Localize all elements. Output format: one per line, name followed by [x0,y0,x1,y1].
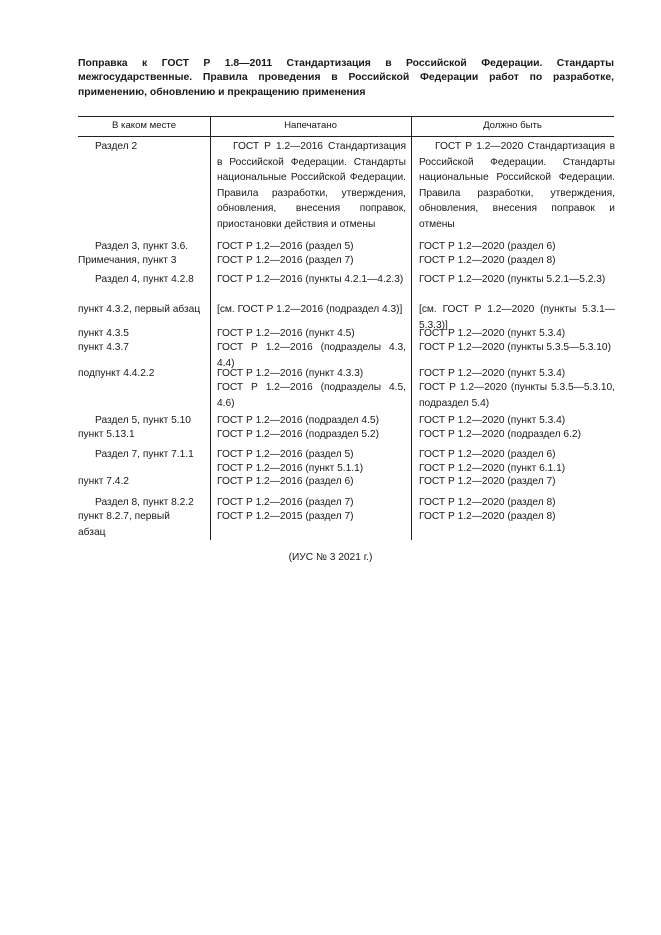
table-cell-place: пункт 4.3.7 [78,342,129,353]
table-cell-place: подпункт 4.4.2.2 [78,368,155,379]
table-cell-place: Раздел 4, пункт 4.2.8 [95,274,194,285]
table-cell-printed: [см. ГОСТ Р 1.2—2016 (подраздел 4.3)] [217,304,403,315]
table-cell-should-be: [см. ГОСТ Р 1.2—2020 (пункты 5.3.1—5.3.3)] [419,304,615,331]
table-cell-place: пункт 7.4.2 [78,476,129,487]
table-cell-should-be: ГОСТ Р 1.2—2020 (подраздел 6.2) [419,429,581,440]
table-cell-place: Раздел 5, пункт 5.10 [95,415,191,426]
table-cell-should-be: ГОСТ Р 1.2—2020 (раздел 8) [419,511,556,522]
table-cell-should-be: ГОСТ Р 1.2—2020 (пункт 5.3.4) [419,328,566,339]
table-cell-should-be: ГОСТ Р 1.2—2020 (пункты 5.2.1—5.2.3) [419,274,606,285]
table-cell-should-be: ГОСТ Р 1.2—2020 (пункт 6.1.1) [419,463,566,474]
table-cell-printed: ГОСТ Р 1.2—2016 (подразделы 4.5, 4.6) [217,382,406,409]
table-cell-should-be: ГОСТ Р 1.2—2020 Стандартизация в Российской Федерации. Стандарты национальные Российской Федерации. Правила разработки, утверждения, обновления, внесения поправок и отмены [419,141,615,230]
table-cell-should-be: ГОСТ Р 1.2—2020 (раздел 6) [419,449,556,460]
table-cell-place: Раздел 8, пункт 8.2.2 [95,497,194,508]
table-cell-printed: ГОСТ Р 1.2—2016 (раздел 5) [217,449,354,460]
table-cell-printed: ГОСТ Р 1.2—2016 (раздел 6) [217,476,354,487]
column-header-should-be: Должно быть [483,120,542,131]
table-cell-printed: ГОСТ Р 1.2—2016 (раздел 7) [217,255,354,266]
table-cell-printed: ГОСТ Р 1.2—2016 (раздел 5) [217,241,354,252]
table-cell-printed: ГОСТ Р 1.2—2016 (пункт 5.1.1) [217,463,364,474]
table-cell-printed: ГОСТ Р 1.2—2016 (подраздел 5.2) [217,429,379,440]
table-cell-printed: ГОСТ Р 1.2—2016 (раздел 7) [217,497,354,508]
table-cell-printed: ГОСТ Р 1.2—2016 (подразделы 4.3, 4.4) [217,342,406,369]
table-cell-printed: ГОСТ Р 1.2—2015 (раздел 7) [217,511,354,522]
table-cell-should-be: ГОСТ Р 1.2—2020 (раздел 8) [419,497,556,508]
table-cell-should-be: ГОСТ Р 1.2—2020 (пункты 5.3.5—5.3.10) [419,342,611,353]
document-title: Поправка к ГОСТ Р 1.8—2011 Стандартизация в Российской Федерации. Стандарты межгосударственные. Правила проведения в Российской Федерации работ по разработке, применению, обновлению и прекращению применения [78,58,614,98]
table-cell-place: пункт 5.13.1 [78,429,135,440]
table-cell-place: Раздел 3, пункт 3.6. [95,241,189,252]
table-cell-place: пункт 8.2.7, первый абзац [78,511,170,538]
table-cell-place: Раздел 2 [95,141,138,152]
column-divider [210,116,211,540]
table-cell-should-be: ГОСТ Р 1.2—2020 (пункты 5.3.5—5.3.10, подраздел 5.4) [419,382,615,409]
column-divider [411,116,412,540]
table-cell-should-be: ГОСТ Р 1.2—2020 (раздел 7) [419,476,556,487]
column-header-place: В каком месте [111,120,177,131]
table-cell-place: пункт 4.3.2, первый абзац [78,304,201,315]
table-cell-place: пункт 4.3.5 [78,328,129,339]
table-cell-should-be: ГОСТ Р 1.2—2020 (раздел 8) [419,255,556,266]
table-cell-place: Раздел 7, пункт 7.1.1 [95,449,194,460]
column-header-printed: Напечатано [284,120,337,131]
table-cell-printed: ГОСТ Р 1.2—2016 (пункт 4.5) [217,328,355,339]
table-cell-place: Примечания, пункт 3 [78,255,177,266]
table-header-rule [78,136,614,137]
table-cell-printed: ГОСТ Р 1.2—2016 (пункт 4.3.3) [217,368,364,379]
table-cell-should-be: ГОСТ Р 1.2—2020 (пункт 5.3.4) [419,368,566,379]
table-cell-should-be: ГОСТ Р 1.2—2020 (пункт 5.3.4) [419,415,566,426]
table-cell-printed: ГОСТ Р 1.2—2016 (подраздел 4.5) [217,415,379,426]
table-cell-printed: ГОСТ Р 1.2—2016 Стандартизация в Российской Федерации. Стандарты национальные Российской Федерации. Правила разработки, утверждения, обновления, внесения поправок, приостановки действия и отмены [217,141,406,230]
table-cell-printed: ГОСТ Р 1.2—2016 (пункты 4.2.1—4.2.3) [217,274,404,285]
table-cell-should-be: ГОСТ Р 1.2—2020 (раздел 6) [419,241,556,252]
publication-note: (ИУС № 3 2021 г.) [288,552,373,563]
